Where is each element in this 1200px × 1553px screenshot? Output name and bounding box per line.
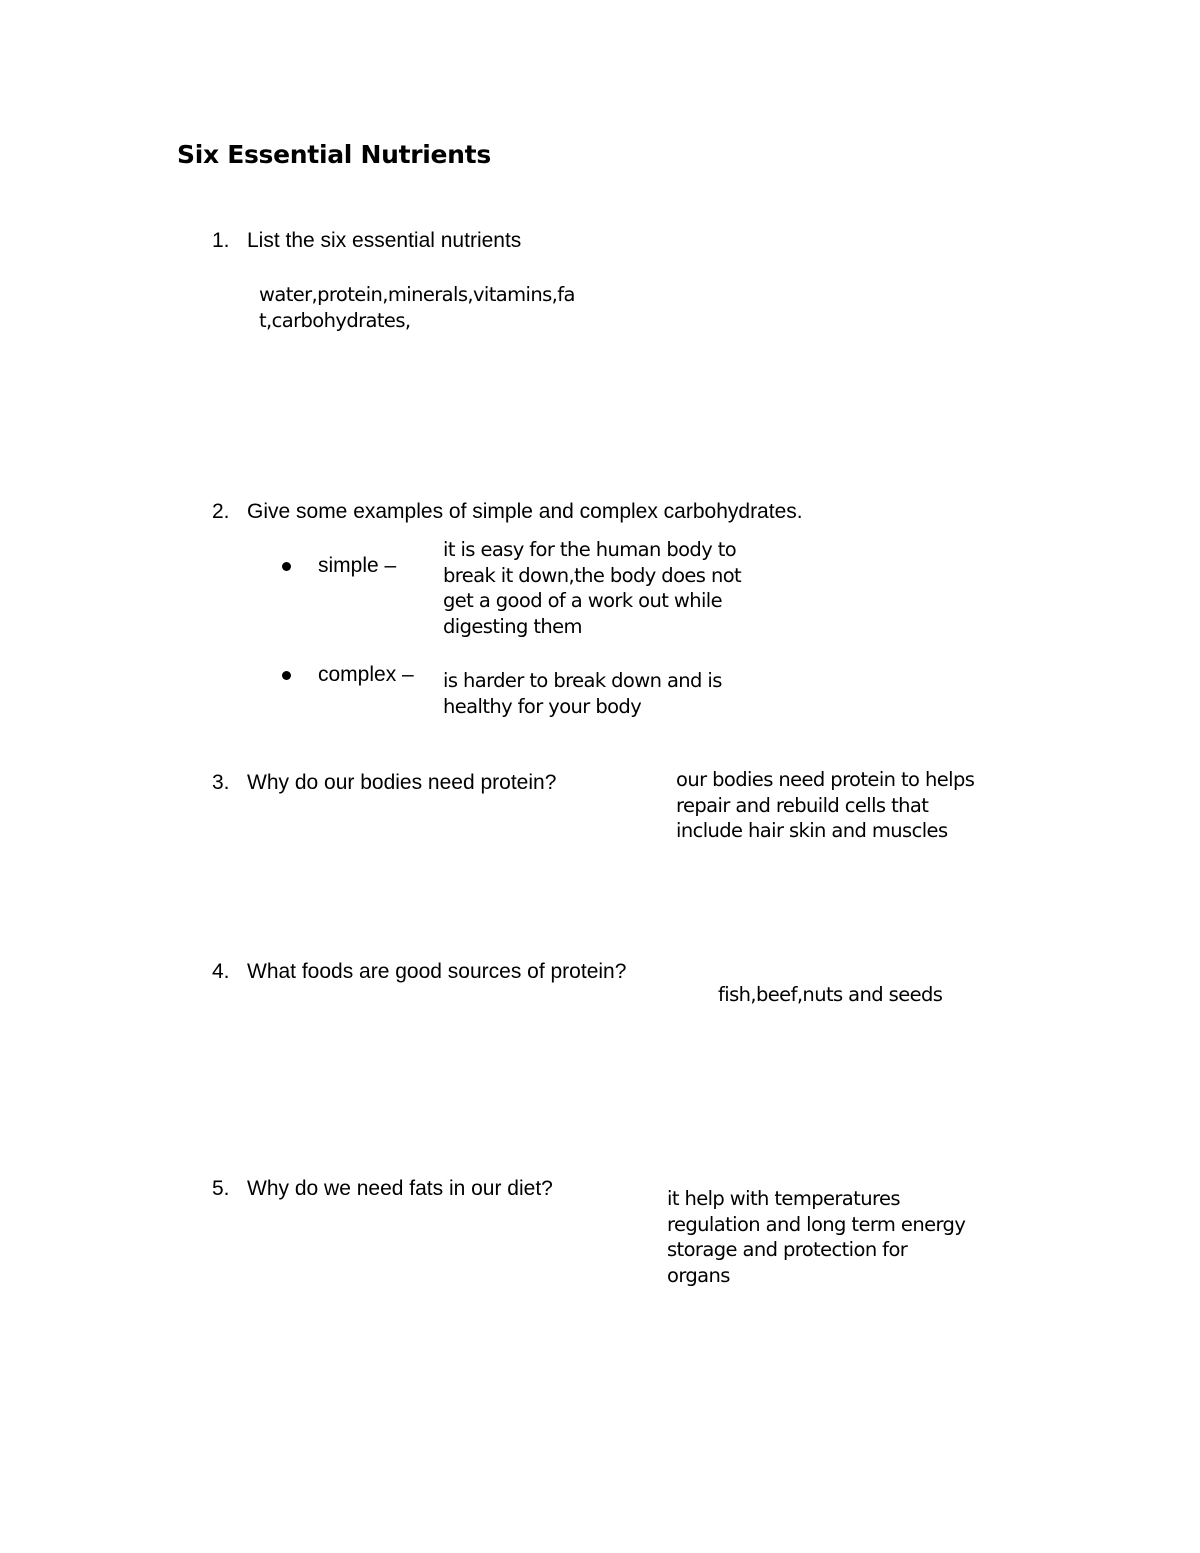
answer-3 [676,767,974,844]
answer-line: organs [667,1263,730,1287]
answer-4 [718,982,942,1008]
answer-line: repair and rebuild cells that [676,793,929,817]
answer-line: get a good of a work out while [443,589,722,613]
question-text: Why do our bodies need protein? [247,771,557,794]
question-text: Why do we need fats in our diet? [247,1177,553,1200]
answer-2-simple [443,537,741,639]
answer-line: healthy for your body [443,694,642,718]
answer-line: regulation and long term energy [667,1212,966,1236]
question-number: 4. [212,960,230,983]
question-text: Give some examples of simple and complex carbohydrates. [247,500,803,523]
answer-line: include hair skin and muscles [676,819,948,843]
bullet-label: simple – [318,554,397,577]
question-text: List the six essential nutrients [247,229,522,252]
answer-line: t,carbohydrates, [259,308,411,332]
bullet-icon [282,671,291,680]
answer-line: storage and protection for [667,1238,908,1262]
answer-line: it is easy for the human body to [443,538,737,561]
answer-line: break it down,the body does not [443,563,742,587]
question-number: 5. [212,1177,230,1200]
question-number: 2. [212,500,230,523]
answer-line: it help with temperatures [667,1187,900,1210]
answer-line: our bodies need protein to helps [676,768,975,791]
bullet-icon [282,562,291,571]
page-title: Six Essential Nutrients [177,140,491,169]
answer-line: water,protein,minerals,vitamins,fa [259,283,575,306]
answer-1 [259,282,575,333]
question-text: What foods are good sources of protein? [247,960,627,983]
bullet-label: complex – [318,663,414,686]
answer-line: digesting them [443,614,582,638]
question-number: 1. [212,229,230,252]
answer-2-complex [443,668,722,719]
answer-line: fish,beef,nuts and seeds [718,983,943,1006]
question-number: 3. [212,771,230,794]
answer-line: is harder to break down and is [443,669,722,692]
answer-5 [667,1186,965,1288]
